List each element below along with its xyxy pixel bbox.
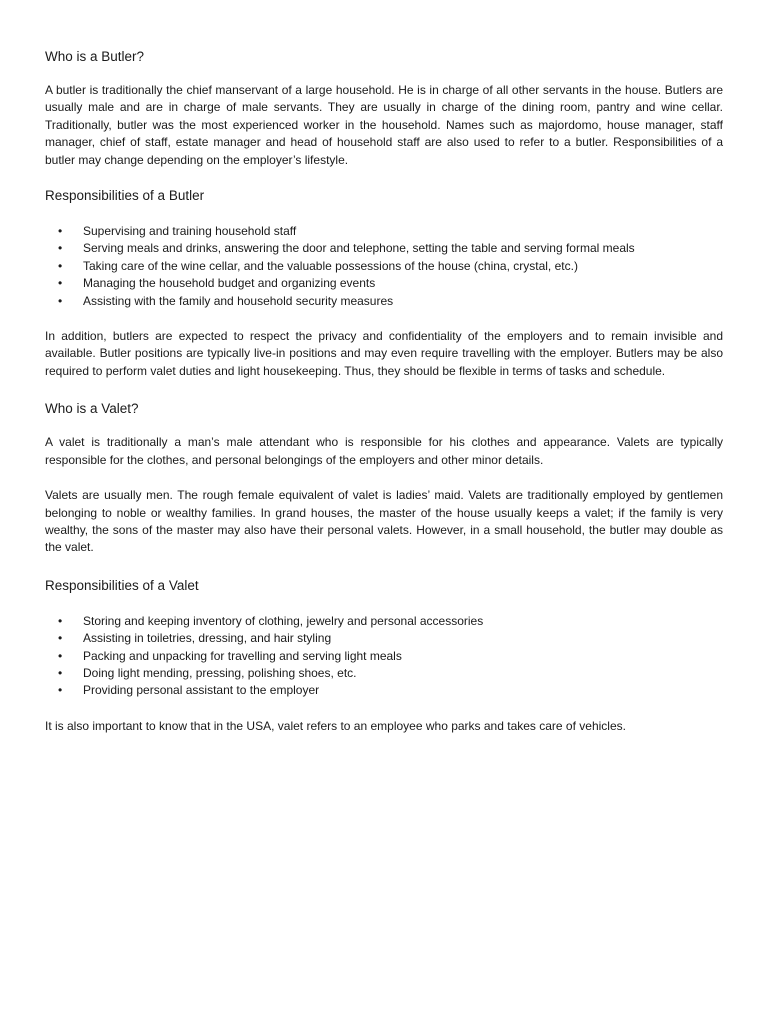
valet-responsibilities-list bbox=[45, 613, 723, 700]
butler-responsibilities-list bbox=[45, 223, 723, 310]
list-item: • Supervising and training household staff bbox=[45, 223, 723, 240]
list-item: • Assisting in toiletries, dressing, and hair styling bbox=[45, 630, 723, 647]
butler-intro-paragraph: A butler is traditionally the chief manservant of a large household. He is in charge of all other servants in the house. Butlers are usually male and are in charge of male servants. They are usually in charge of the dining room, pantry and wine cellar. Traditionally, butler was the most experienced worker in the household. Names such as majordomo, house manager, staff manager, chief of staff, estate manager and head of household staff are also used to refer to a butler. Responsibilities of a butler may change depending on the employer’s lifestyle. bbox=[45, 83, 723, 167]
bullet-icon: • bbox=[58, 224, 63, 239]
butler-heading: Who is a Butler? bbox=[45, 49, 145, 64]
bullet-icon: • bbox=[58, 683, 63, 698]
document-content bbox=[45, 48, 723, 735]
list-item: • Serving meals and drinks, answering the door and telephone, setting the table and serving formal meals bbox=[45, 240, 723, 257]
butler-addition-paragraph: In addition, butlers are expected to respect the privacy and confidentiality of the employers and to remain invisible and available. Butler positions are typically live-in positions and may even require travelling with the employer. Butlers may be also required to perform valet duties and light housekeeping. Thus, they should be flexible in terms of tasks and schedule. bbox=[45, 329, 723, 378]
bullet-icon: • bbox=[58, 631, 63, 646]
bullet-icon: • bbox=[58, 276, 63, 291]
valet-intro-paragraph: A valet is traditionally a man’s male attendant who is responsible for his clothes and appearance. Valets are typically responsible for the clothes, and personal belongings of the employers and other minor details. bbox=[45, 435, 723, 467]
bullet-icon: • bbox=[58, 241, 63, 256]
list-item: • Providing personal assistant to the employer bbox=[45, 682, 723, 699]
list-item: • Taking care of the wine cellar, and the valuable possessions of the house (china, crystal, etc.) bbox=[45, 258, 723, 275]
bullet-icon: • bbox=[58, 613, 63, 628]
bullet-icon: • bbox=[58, 648, 63, 663]
list-item: • Packing and unpacking for travelling and serving light meals bbox=[45, 648, 723, 665]
bullet-icon: • bbox=[58, 293, 63, 308]
valet-responsibilities-heading: Responsibilities of a Valet bbox=[45, 577, 199, 593]
valet-more-paragraph: Valets are usually men. The rough female equivalent of valet is ladies’ maid. Valets are traditionally employed by gentlemen belonging to noble or wealthy families. In grand houses, the master of the house usually keeps a valet; if the family is very wealthy, the sons of the master may also have their personal valets. However, in a small household, the butler may double as the valet. bbox=[45, 488, 723, 555]
list-item: • Assisting with the family and household security measures bbox=[45, 293, 723, 310]
butler-responsibilities-heading: Responsibilities of a Butler bbox=[45, 188, 205, 204]
bullet-icon: • bbox=[58, 665, 63, 680]
valet-heading: Who is a Valet? bbox=[45, 401, 139, 417]
valet-usa-paragraph: It is also important to know that in the USA, valet refers to an employee who parks and takes care of vehicles. bbox=[45, 718, 626, 733]
list-item: • Managing the household budget and organizing events bbox=[45, 275, 723, 292]
bullet-icon: • bbox=[58, 258, 63, 273]
list-item: • Doing light mending, pressing, polishing shoes, etc. bbox=[45, 665, 723, 682]
list-item: • Storing and keeping inventory of clothing, jewelry and personal accessories bbox=[45, 613, 723, 630]
